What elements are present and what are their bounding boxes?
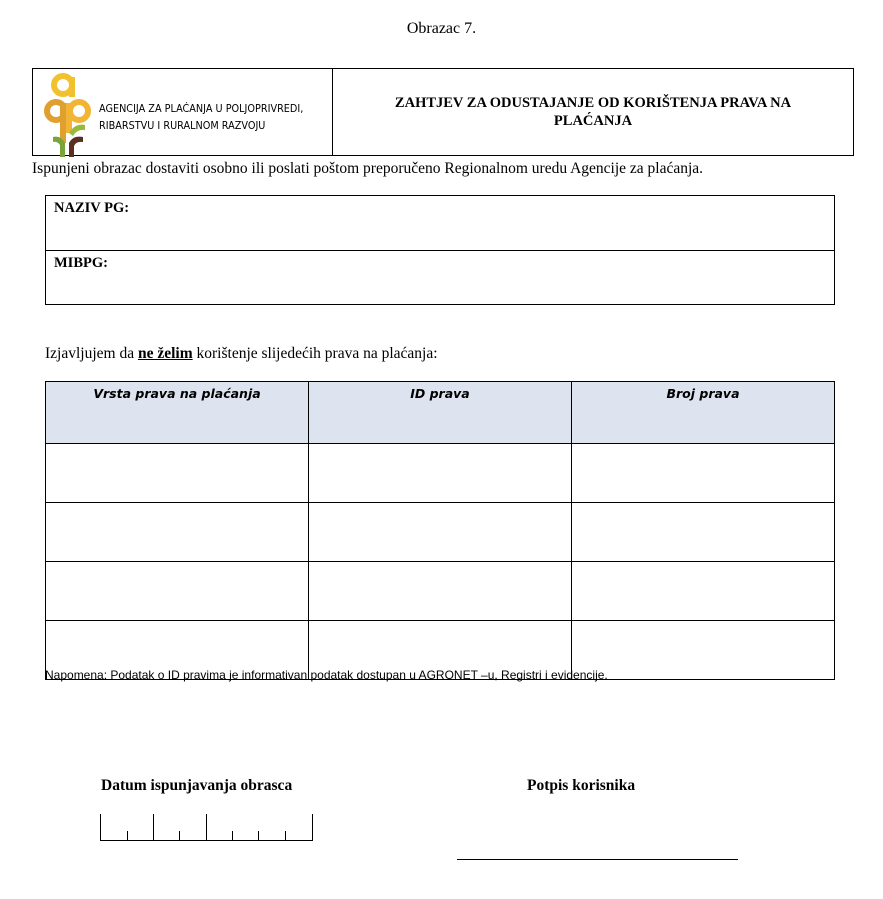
agency-name-line2: RIBARSTVU I RURALNOM RAZVOJU (99, 119, 266, 132)
naziv-pg-field[interactable] (46, 196, 834, 250)
table-cell[interactable] (309, 503, 572, 562)
table-cell[interactable] (309, 444, 572, 503)
table-cell[interactable] (572, 562, 835, 621)
table-row (46, 562, 835, 621)
header-box (32, 68, 854, 156)
date-input[interactable] (100, 814, 314, 842)
table-cell[interactable] (46, 503, 309, 562)
table-cell[interactable] (46, 562, 309, 621)
agency-name (99, 100, 303, 134)
column-header: Broj prava (572, 382, 835, 444)
declaration-before: Izjavljujem da (45, 345, 138, 362)
instructions-text: Ispunjeni obrazac dostaviti osobno ili poslati poštom preporučeno Regionalnom uredu Agencije za plaćanja. (32, 160, 704, 177)
payment-rights-table (45, 381, 835, 680)
table-cell[interactable] (46, 444, 309, 503)
table-header-row (46, 382, 835, 444)
agency-logo-icon (39, 71, 99, 157)
signature-line[interactable] (457, 859, 738, 860)
column-header: Vrsta prava na plaćanja (46, 382, 309, 444)
note-text: Napomena: Podatak o ID pravima je informativan podatak dostupan u AGRONET –u, Registri i evidencije. (45, 668, 608, 682)
table-cell[interactable] (572, 621, 835, 680)
table-cell[interactable] (572, 503, 835, 562)
declaration-text (45, 345, 438, 363)
form-number: Obrazac 7. (406, 20, 477, 37)
holding-info-box (45, 195, 835, 305)
signature-label: Potpis korisnika (527, 777, 636, 794)
naziv-pg-label: NAZIV PG: (54, 200, 130, 216)
declaration-emphasis: ne želim (137, 345, 193, 362)
table-cell[interactable] (309, 562, 572, 621)
column-header: ID prava (309, 382, 572, 444)
date-label: Datum ispunjavanja obrasca (101, 777, 293, 794)
agency-name-line1: AGENCIJA ZA PLAĆANJA U POLJOPRIVREDI, (99, 102, 304, 115)
declaration-after: korištenje slijedećih prava na plaćanja: (192, 345, 438, 362)
table-row (46, 444, 835, 503)
mibpg-label: MIBPG: (54, 255, 108, 271)
agency-logo-cell (33, 69, 333, 155)
mibpg-field[interactable] (46, 250, 834, 304)
table-row (46, 503, 835, 562)
table-cell[interactable] (572, 444, 835, 503)
form-title: ZAHTJEV ZA ODUSTAJANJE OD KORIŠTENJA PRAVA NA PLAĆANJA (394, 95, 792, 129)
